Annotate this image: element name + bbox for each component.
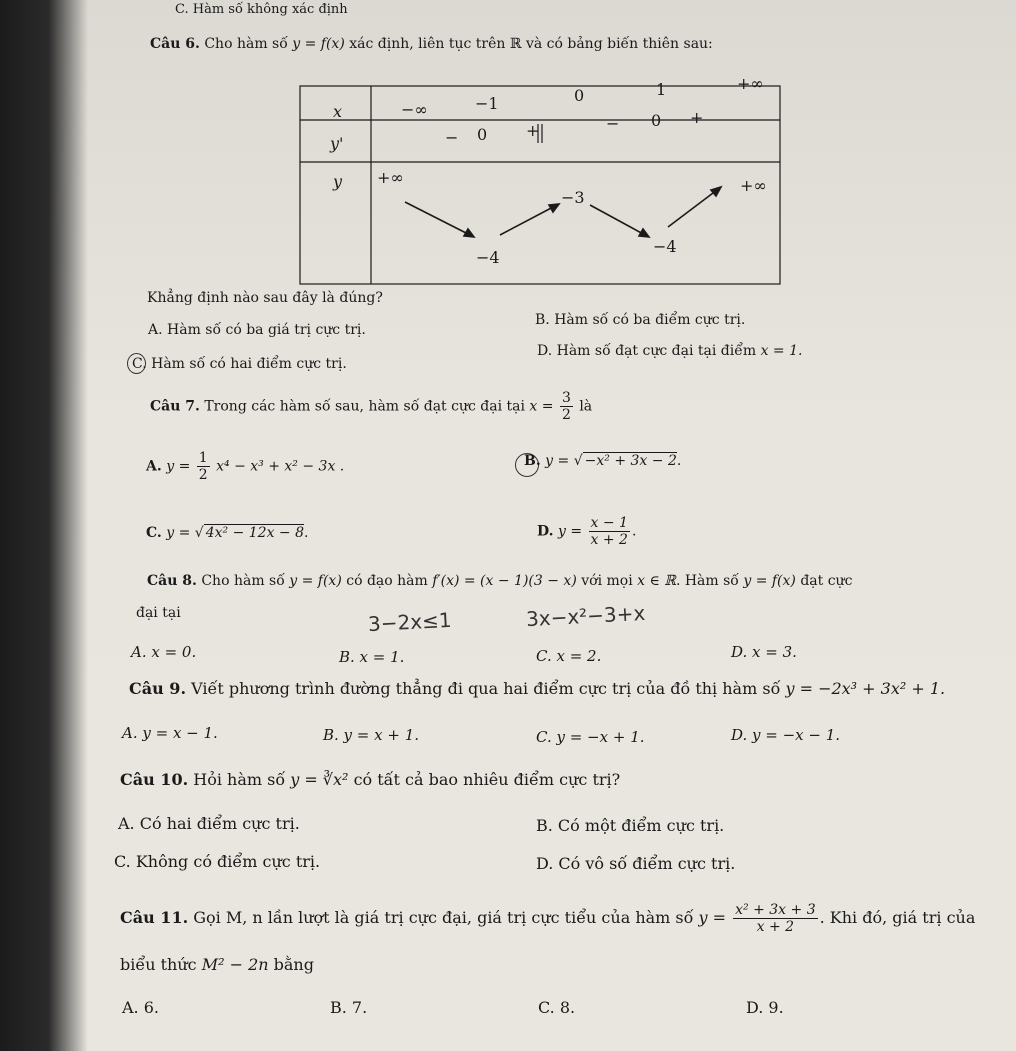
- q8-option-b: B. x = 1.: [339, 648, 405, 666]
- y-value-pos-inf-left: +∞: [377, 168, 404, 187]
- y-value-max: −3: [561, 188, 585, 207]
- q9-option-b: B. y = x + 1.: [323, 726, 420, 744]
- handwritten-note-1: 3−2x≤1: [367, 607, 453, 637]
- q9-stem: Câu 9. Viết phương trình đường thẳng đi qua hai điểm cực trị của đồ thị hàm số y = −2x³ + 3x² + 1.: [129, 679, 946, 698]
- x-value-zero: 0: [574, 86, 585, 105]
- q7-option-b: B. y = √ −x² + 3x − 2.: [524, 453, 682, 469]
- q9-option-d: D. y = −x − 1.: [731, 726, 841, 744]
- sign-plus-2: +: [690, 108, 704, 127]
- y-value-min-right: −4: [653, 237, 677, 256]
- table-x-label: x: [333, 102, 343, 121]
- q11-option-c: C. 8.: [538, 998, 576, 1017]
- x-value-neg-inf: −∞: [401, 100, 428, 119]
- q10-option-c: C. Không có điểm cực trị.: [114, 852, 321, 871]
- sign-plus-1: +: [526, 121, 540, 140]
- q6-stem: Câu 6. Cho hàm số y = f(x) xác định, liên tục trên ℝ và có bảng biến thiên sau:: [150, 36, 713, 52]
- table-y-label: y: [333, 172, 343, 191]
- y-value-pos-inf-right: +∞: [740, 176, 767, 195]
- q7-option-d: D. y = $\frac{x - 1}{x + 2}$ .: [537, 515, 637, 548]
- table-yprime-label: y': [330, 134, 344, 153]
- q8-option-a: A. x = 0.: [131, 643, 197, 661]
- q6-option-d: D. Hàm số đạt cực đại tại điểm x = 1.: [537, 343, 803, 359]
- q8-stem: Câu 8. Cho hàm số y = f(x) có đạo hàm f′(x) = (x − 1)(3 − x) với mọi x ∈ ℝ. Hàm số y = f(x) đạt cực: [147, 573, 853, 589]
- q10-option-a: A. Có hai điểm cực trị.: [118, 814, 300, 833]
- sign-minus-2: −: [606, 114, 620, 133]
- q6-option-b: B. Hàm số có ba điểm cực trị.: [535, 312, 746, 328]
- q10-option-d: D. Có vô số điểm cực trị.: [536, 854, 736, 873]
- q9-option-a: A. y = x − 1.: [122, 724, 218, 742]
- handwritten-note-2: 3x−x²−3+x: [525, 600, 646, 632]
- q7-option-c: C. y = √ 4x² − 12x − 8.: [146, 525, 309, 541]
- q8-option-d: D. x = 3.: [731, 643, 797, 661]
- q11-option-b: B. 7.: [330, 998, 368, 1017]
- q11-stem: Câu 11. Gọi M, n lần lượt là giá trị cực đại, giá trị cực tiểu của hàm số y = $\frac{\text{x² + 3x + 3}}{x + 2}$ . Khi đó, giá trị của: [120, 902, 976, 935]
- q7-stem: Câu 7. Trong các hàm số sau, hàm số đạt cực đại tại x = $\frac{3}{2}$ là: [150, 390, 593, 423]
- q10-option-b: B. Có một điểm cực trị.: [536, 816, 725, 835]
- sign-zero-1: 0: [477, 125, 488, 144]
- q11-option-a: A. 6.: [122, 998, 159, 1017]
- q11-line2: biểu thức M² − 2n bằng: [120, 955, 314, 974]
- q6-question: Khẳng định nào sau đây là đúng?: [147, 290, 383, 306]
- q10-stem: Câu 10. Hỏi hàm số y = ∛x² có tất cả bao nhiêu điểm cực trị?: [120, 770, 621, 789]
- sign-zero-2: 0: [651, 111, 662, 130]
- q6-option-c: C. Hàm số có hai điểm cực trị.: [132, 356, 347, 372]
- previous-option-c: C. Hàm số không xác định: [175, 2, 348, 17]
- q8-line2: đại tại: [136, 605, 181, 621]
- y-value-min-left: −4: [476, 248, 500, 267]
- x-value-one: 1: [656, 80, 667, 99]
- q11-option-d: D. 9.: [746, 998, 784, 1017]
- q6-option-a: A. Hàm số có ba giá trị cực trị.: [148, 322, 366, 338]
- q7-option-a: A. y = $\frac{1}{2}$ x⁴ − x³ + x² − 3x .: [146, 450, 345, 483]
- x-value-pos-inf: +∞: [737, 74, 764, 93]
- q8-option-c: C. x = 2.: [536, 647, 602, 665]
- sign-minus-1: −: [445, 128, 459, 147]
- q9-option-c: C. y = −x + 1.: [536, 728, 645, 746]
- x-value-neg-one: −1: [475, 94, 499, 113]
